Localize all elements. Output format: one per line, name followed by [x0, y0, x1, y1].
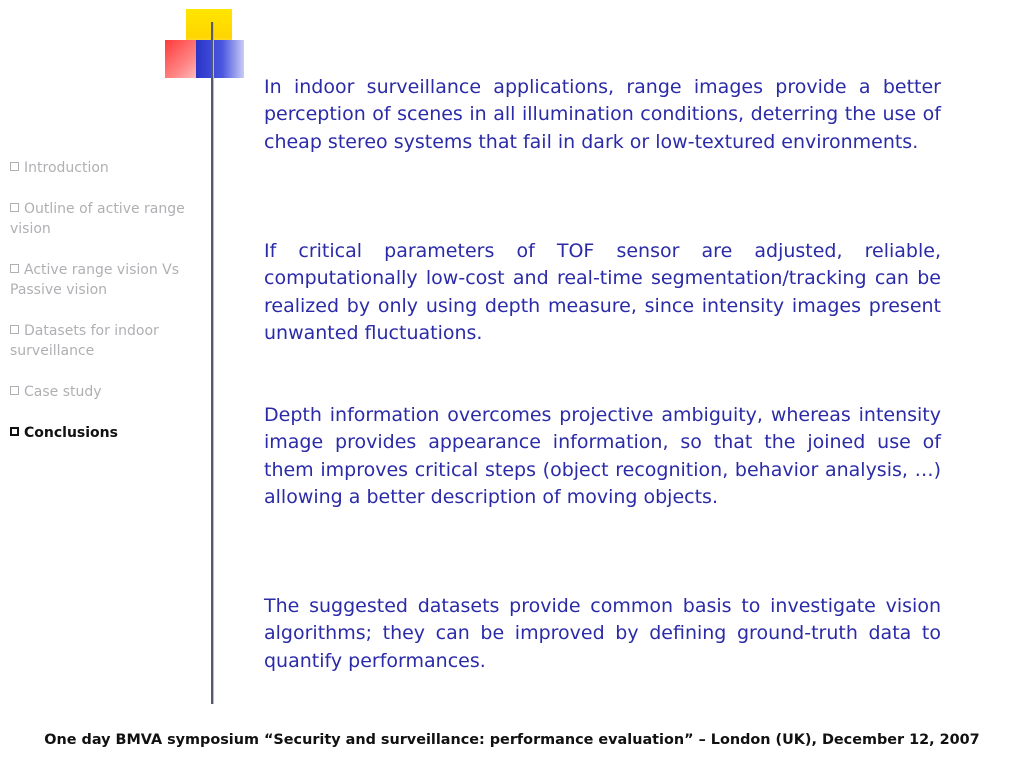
sidebar-item-label: Conclusions	[24, 425, 118, 441]
logo-squares	[0, 0, 260, 90]
checkbox-bullet-icon	[10, 203, 19, 212]
sidebar-divider-shadow	[213, 22, 214, 704]
checkbox-bullet-icon	[10, 264, 19, 273]
checkbox-bullet-icon	[10, 427, 19, 436]
sidebar-item-label: Active range vision Vs Passive vision	[10, 262, 180, 298]
sidebar-nav	[10, 158, 206, 464]
sidebar-item-conclusions[interactable]	[10, 423, 206, 443]
checkbox-bullet-icon	[10, 162, 19, 171]
sidebar-item-label: Datasets for indoor surveillance	[10, 323, 159, 359]
sidebar-item-datasets[interactable]	[10, 321, 206, 361]
paragraph-range-images: In indoor surveillance applications, range images provide a better perception of scenes in all illumination conditions, deterring the use of cheap stereo systems that fail in dark or low-textured environments.	[264, 76, 941, 153]
sidebar-item-case-study[interactable]	[10, 382, 206, 402]
slide-footer: One day BMVA symposium “Security and surveillance: performance evaluation” – London (UK), December 12, 2007	[44, 732, 980, 748]
sidebar-item-outline[interactable]	[10, 199, 206, 239]
sidebar-item-active-vs-passive[interactable]	[10, 260, 206, 300]
sidebar-item-label: Outline of active range vision	[10, 201, 185, 237]
sidebar-item-label: Case study	[24, 384, 102, 400]
paragraph-tof-parameters: If critical parameters of TOF sensor are adjusted, reliable, computationally low-cost and real-time segmentation/tracking can be realized by only using depth measure, since intensity images present unwanted fluctuations.	[264, 240, 941, 345]
logo-blue-square	[196, 40, 244, 78]
checkbox-bullet-icon	[10, 386, 19, 395]
checkbox-bullet-icon	[10, 325, 19, 334]
paragraph-datasets: The suggested datasets provide common basis to investigate vision algorithms; they can be improved by defining ground-truth data to quantify performances.	[264, 595, 941, 672]
sidebar-item-introduction[interactable]	[10, 158, 206, 178]
sidebar-item-label: Introduction	[24, 160, 109, 176]
paragraph-depth-intensity: Depth information overcomes projective ambiguity, whereas intensity image provides appearance information, so that the joined use of them improves critical steps (object recognition, behavior analysis, …) allowing a better description of moving objects.	[264, 404, 941, 509]
